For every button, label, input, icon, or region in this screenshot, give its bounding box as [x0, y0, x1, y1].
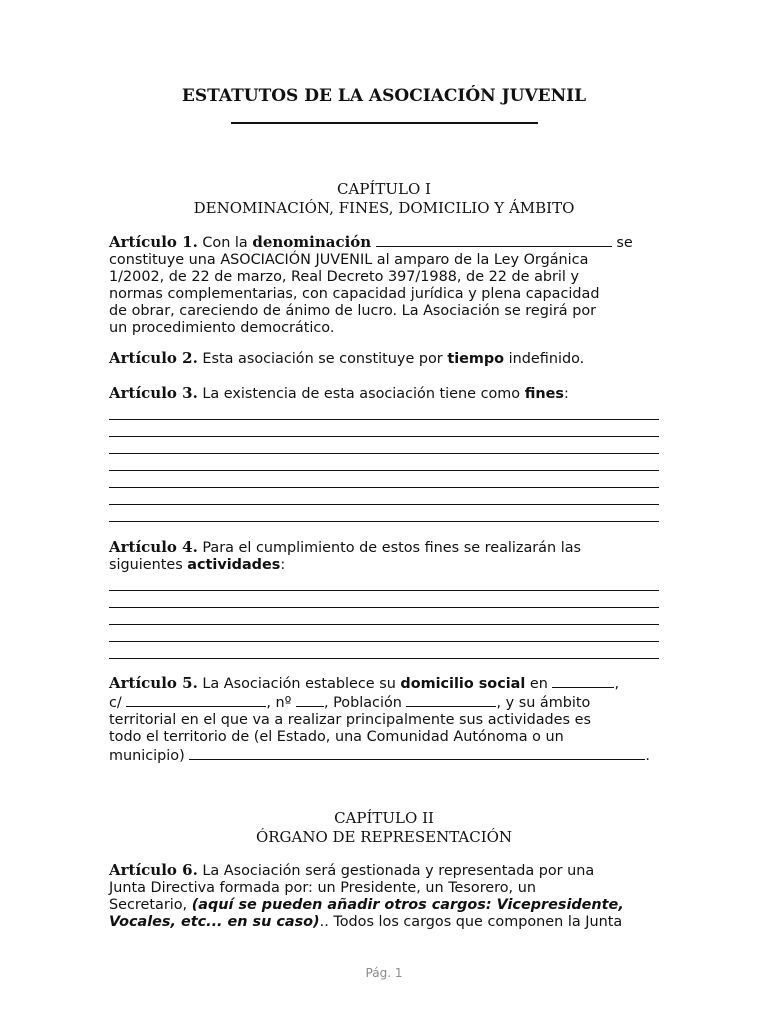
article-1-label: Artículo 1.: [109, 233, 198, 251]
article-5-label: Artículo 5.: [109, 674, 198, 692]
page-number: Pág. 1: [365, 966, 403, 980]
document-title: ESTATUTOS DE LA ASOCIACIÓN JUVENIL: [181, 86, 587, 106]
chapter-1-heading: [0, 180, 768, 218]
article-2-label: Artículo 2.: [109, 349, 198, 367]
chapter-2-label: CAPÍTULO II: [334, 809, 434, 827]
ambito-blank[interactable]: [189, 746, 645, 760]
article-6-label: Artículo 6.: [109, 861, 198, 879]
article-4-label: Artículo 4.: [109, 538, 198, 556]
article-1: Artículo 1. Con la denominación se constituye una ASOCIACIÓN JUVENIL al amparo de la Ley Orgánica 1/2002, de 22 de marzo, Real Decreto 397/1988, de 22 de abril y normas complementarias, con capacidad jurídica y plena capacidad de obrar, careciendo de ánimo de lucro. La Asociación se regirá por un procedimiento democrático.: [109, 233, 633, 336]
article-2: Artículo 2. Esta asociación se constituye por tiempo indefinido.: [109, 349, 585, 367]
article-3: Artículo 3. La existencia de esta asociación tiene como fines:: [109, 385, 659, 522]
denomination-blank[interactable]: [376, 233, 612, 247]
keyword-domicilio-social: domicilio social: [400, 676, 526, 692]
article-5: Artículo 5. La Asociación establece su domicilio social en , c/ , nº , Población , y su ámbito territorial en el que va a realizar principalmente sus actividades es todo el territorio de (el Estado, una Comunidad Autónoma o un municipio) .: [109, 674, 650, 764]
article-6: Artículo 6. La Asociación será gestionada y representada por una Junta Directiva formada por: un Presidente, un Tesorero, un Secretario, (aquí se pueden añadir otros cargos: Vicepresidente, Vocales, etc... en su caso).. Todos los cargos que componen la Junta: [109, 861, 624, 930]
chapter-1-name: DENOMINACIÓN, FINES, DOMICILIO Y ÁMBITO: [193, 199, 575, 217]
calle-blank[interactable]: [126, 693, 266, 707]
fines-blank-lines[interactable]: [109, 403, 659, 522]
numero-blank[interactable]: [296, 693, 324, 707]
keyword-denominacion: denominación: [252, 233, 372, 251]
chapter-2-name: ÓRGANO DE REPRESENTACIÓN: [255, 828, 513, 846]
title-underline: [231, 122, 538, 124]
actividades-blank-lines[interactable]: [109, 574, 659, 659]
article-3-label: Artículo 3.: [109, 384, 198, 402]
keyword-actividades: actividades: [187, 557, 281, 573]
keyword-fines: fines: [524, 386, 564, 402]
chapter-2-heading: [0, 809, 768, 847]
domicilio-blank[interactable]: [552, 674, 614, 688]
poblacion-blank[interactable]: [406, 693, 496, 707]
article-4: Artículo 4. Para el cumplimiento de estos fines se realizarán las siguientes actividades:: [109, 539, 659, 659]
keyword-tiempo: tiempo: [447, 351, 505, 367]
chapter-1-label: CAPÍTULO I: [337, 180, 431, 198]
